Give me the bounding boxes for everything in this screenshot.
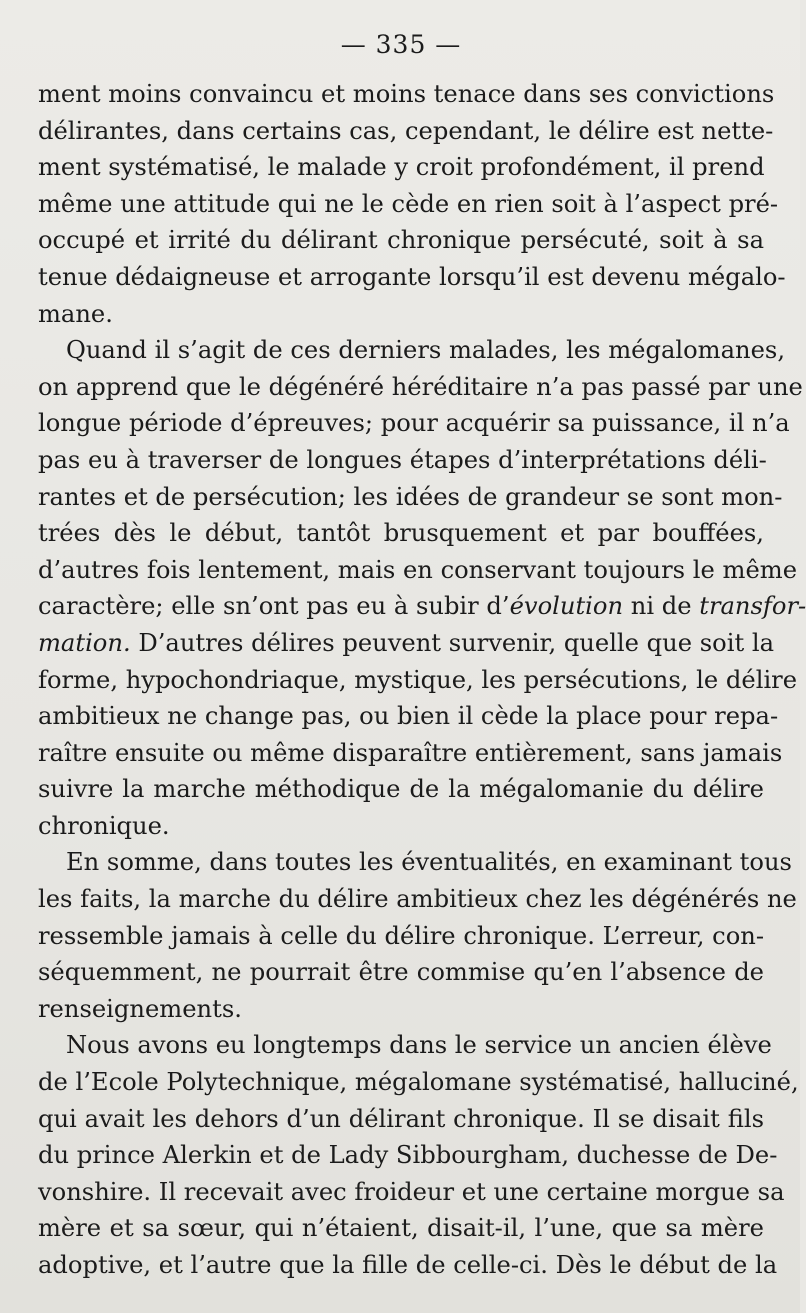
text-line-with-italics bbox=[38, 588, 806, 625]
paragraph-4 bbox=[38, 1027, 799, 1283]
body-text bbox=[38, 76, 806, 1284]
text-line: adoptive, et l’autre que la fille de celle-ci. Dès le début de la bbox=[38, 1251, 778, 1279]
text-line: Nous avons eu longtemps dans le service un ancien élève bbox=[66, 1031, 772, 1060]
italic-term-transformation: transfor- bbox=[699, 592, 806, 621]
text-line: mane. bbox=[38, 299, 113, 328]
text-line: raître ensuite ou même disparaître entièrement, sans jamais bbox=[38, 738, 783, 767]
text-line: ment moins convaincu et moins tenace dans ses convictions bbox=[38, 80, 775, 108]
page-number: — 335 — bbox=[340, 30, 462, 59]
text-line: trées dès le début, tantôt brusquement et par bouffées, bbox=[38, 519, 764, 548]
text-line: même une attitude qui ne le cède en rien soit à l’aspect pré- bbox=[38, 189, 779, 218]
paragraph-1 bbox=[38, 76, 786, 332]
text-segment: ni de bbox=[623, 592, 700, 621]
text-line: on apprend que le dégénéré héréditaire n’a pas passé par une bbox=[38, 372, 803, 401]
text-line: suivre la marche méthodique de la mégalomanie du délire bbox=[38, 775, 764, 804]
text-line: les faits, la marche du délire ambitieux chez les dégénérés ne bbox=[38, 885, 797, 914]
text-line: renseignements. bbox=[38, 994, 242, 1023]
text-segment: D’autres délires peuvent survenir, quelle que soit la bbox=[130, 628, 775, 657]
text-line: de l’Ecole Polytechnique, mégalomane systématisé, halluciné, bbox=[38, 1068, 799, 1097]
text-line: délirantes, dans certains cas, cependant, le délire est nette- bbox=[38, 116, 774, 145]
text-line: occupé et irrité du délirant chronique persécuté, soit à sa bbox=[38, 226, 764, 255]
text-line: du prince Alerkin et de Lady Sibbourgham, duchesse de De- bbox=[38, 1141, 778, 1170]
text-segment: caractère; elle sn’ont pas eu à subir d’ bbox=[38, 592, 510, 621]
text-line: rantes et de persécution; les idées de grandeur se sont mon- bbox=[38, 482, 783, 511]
text-line: En somme, dans toutes les éventualités, en examinant tous bbox=[66, 848, 792, 877]
text-line: ment systématisé, le malade y croit profondément, il prend bbox=[38, 153, 765, 182]
text-line: séquemment, ne pourrait être commise qu’en l’absence de bbox=[38, 958, 764, 987]
text-line: ambitieux ne change pas, ou bien il cède la place pour repa- bbox=[38, 702, 779, 731]
text-line: ressemble jamais à celle du délire chronique. L’erreur, con- bbox=[38, 921, 765, 950]
text-line: pas eu à traverser de longues étapes d’interprétations déli- bbox=[38, 445, 767, 474]
text-line: tenue dédaigneuse et arrogante lorsqu’il est devenu mégalo- bbox=[38, 262, 786, 291]
text-line: Quand il s’agit de ces derniers malades, les mégalomanes, bbox=[66, 336, 786, 365]
paragraph-2 bbox=[38, 332, 806, 844]
text-line: mère et sa sœur, qui n’étaient, disait-il, l’une, que sa mère bbox=[38, 1214, 764, 1243]
italic-term-mation: mation. bbox=[38, 628, 131, 657]
italic-term-evolution: évolution bbox=[509, 592, 624, 621]
text-line: vonshire. Il recevait avec froideur et une certaine morgue sa bbox=[38, 1177, 785, 1206]
text-line: forme, hypochondriaque, mystique, les persécutions, le délire bbox=[38, 665, 798, 694]
paragraph-3 bbox=[38, 844, 797, 1027]
text-line: chronique. bbox=[38, 811, 170, 840]
text-line: longue période d’épreuves; pour acquérir sa puissance, il n’a bbox=[38, 409, 790, 438]
text-line: qui avait les dehors d’un délirant chronique. Il se disait fils bbox=[38, 1104, 764, 1133]
text-line-with-italics bbox=[38, 625, 775, 662]
text-line: d’autres fois lentement, mais en conservant toujours le même bbox=[38, 555, 798, 584]
